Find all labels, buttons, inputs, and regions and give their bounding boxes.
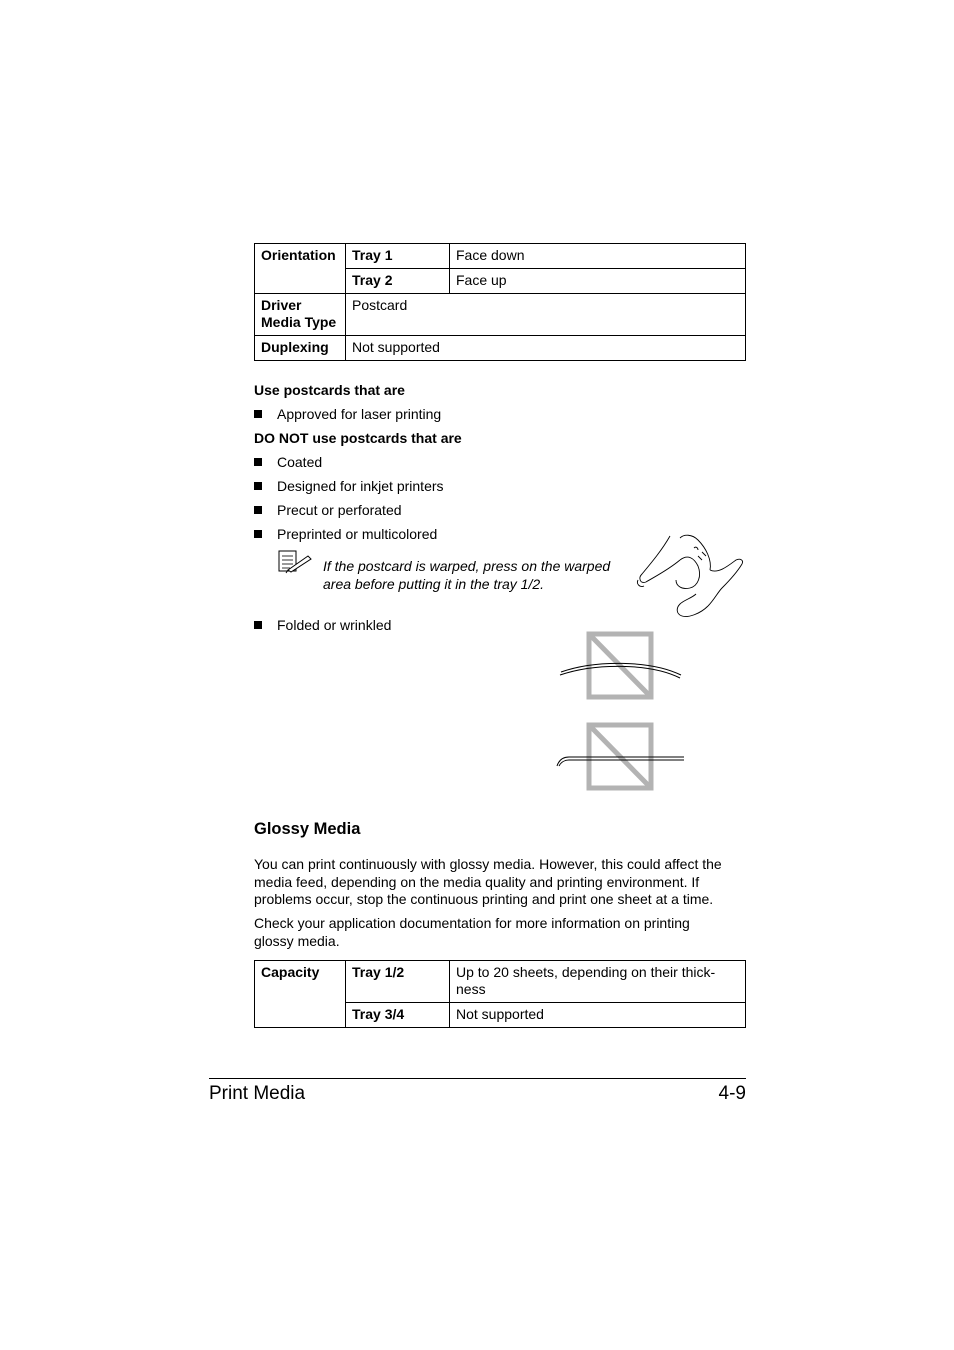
bullet-square-icon: [254, 458, 262, 466]
tray1-label: Tray 1: [346, 244, 450, 269]
duplexing-label: Duplexing: [255, 336, 346, 361]
use-postcards-heading: Use postcards that are: [254, 382, 405, 398]
footer-section-name: Print Media: [209, 1083, 306, 1104]
do-not-use-heading: DO NOT use postcards that are: [254, 430, 462, 446]
bullet-square-icon: [254, 621, 262, 629]
tray2-value: Face up: [450, 269, 746, 294]
tray34-value: Not supported: [450, 1003, 746, 1028]
bullet-square-icon: [254, 410, 262, 418]
bullet-square-icon: [254, 506, 262, 514]
orientation-label: Orientation: [255, 244, 346, 294]
section-title: Glossy Media: [254, 820, 361, 838]
folded-card-not-allowed-illustration: [553, 720, 688, 792]
page-number: 4-9: [718, 1083, 746, 1104]
capacity-label: Capacity: [255, 961, 346, 1028]
duplexing-value: Not supported: [346, 336, 746, 361]
tray2-label: Tray 2: [346, 269, 450, 294]
tray12-label: Tray 1/2: [346, 961, 450, 1003]
tray1-value: Face down: [450, 244, 746, 269]
note-pencil-icon: [278, 550, 314, 574]
footer-rule: [209, 1078, 746, 1079]
note-text: If the postcard is warped, press on the warped area before putting it in the tray 1/2.: [323, 558, 611, 592]
driver-media-type-value: Postcard: [346, 294, 746, 336]
driver-media-type-label: Driver Media Type: [255, 294, 346, 336]
warped-card-not-allowed-illustration: [555, 630, 690, 702]
glossy-paragraph-1: You can print continuously with glossy media. However, this could affect the media feed, depending on the media quality and printing environment. If problems occur, stop the continuous printing and print one sheet at a time.: [254, 856, 722, 907]
bullet-square-icon: [254, 530, 262, 538]
hand-pressing-postcard-illustration: [632, 530, 747, 622]
bullet-square-icon: [254, 482, 262, 490]
tray12-value: Up to 20 sheets, depending on their thick-ness: [450, 961, 746, 1003]
glossy-capacity-table: [254, 960, 746, 1028]
glossy-paragraph-2: Check your application documentation for more information on printing glossy media.: [254, 915, 690, 949]
tray34-label: Tray 3/4: [346, 1003, 450, 1028]
postcard-spec-table: [254, 243, 746, 361]
